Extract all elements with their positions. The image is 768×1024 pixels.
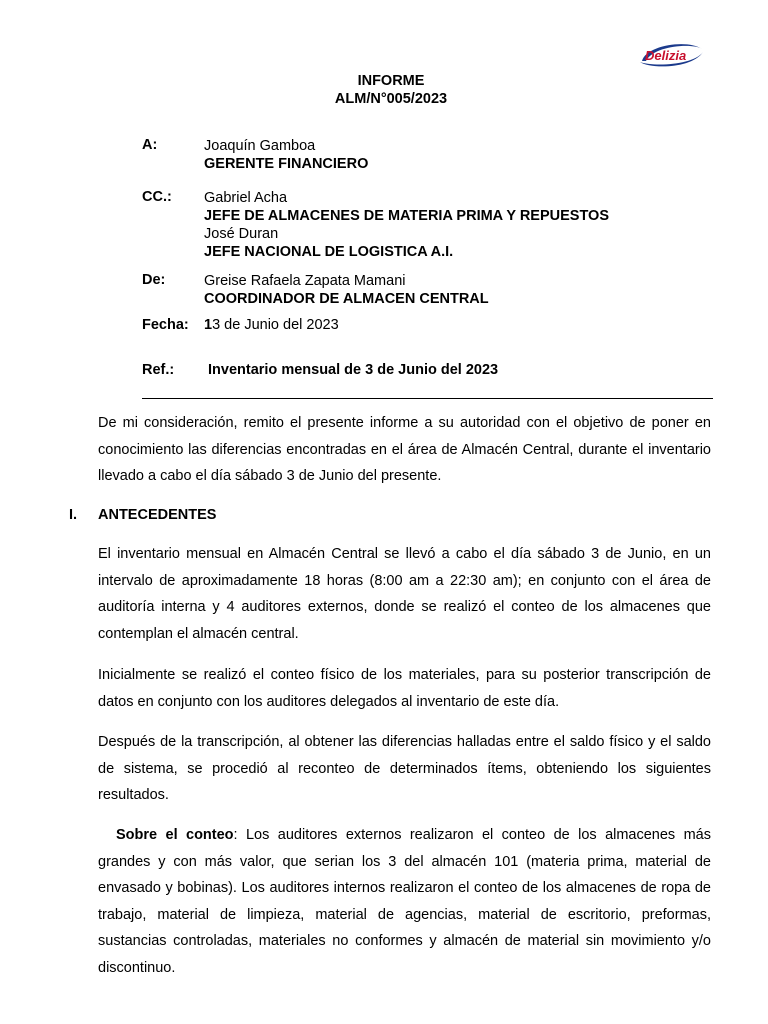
intro-paragraph: De mi consideración, remito el presente informe a su autoridad con el objetivo de poner en conocimiento las diferencias encontradas en el área de Almacén Central, durante el inventario llevado a cabo el día sábado 3 de Junio del presente. [98, 415, 711, 484]
cc-label: CC.: [142, 189, 172, 205]
divider-line [142, 398, 713, 399]
ref-text: Inventario mensual de 3 de Junio del 2023 [208, 362, 499, 378]
from-title: COORDINADOR DE ALMACEN CENTRAL [204, 291, 489, 307]
paragraph-1: El inventario mensual en Almacén Central se llevó a cabo el día sábado 3 de Junio, en un intervalo de aproximadamente 18 horas (8:00 am a 22:30 am); en conjunto con el área de auditoría interna y 4 auditores externos, donde se realizó el conteo de los almacenes que contemplan el almacén central. [98, 546, 711, 642]
to-title: GERENTE FINANCIERO [204, 156, 369, 172]
to-name: Joaquín Gamboa [204, 138, 316, 154]
cc-title-2: JEFE NACIONAL DE LOGISTICA A.I. [204, 244, 454, 260]
svg-text:Delizia: Delizia [645, 48, 687, 63]
date-value: 3 de Junio del 2023 [212, 317, 339, 333]
cc-name-1: Gabriel Acha [204, 190, 288, 206]
section-number: I. [69, 507, 78, 523]
report-number: ALM/N°005/2023 [334, 91, 448, 107]
cc-title-1: JEFE DE ALMACENES DE MATERIA PRIMA Y REPUESTOS [204, 208, 609, 224]
delizia-logo [636, 40, 706, 70]
from-label: De: [142, 272, 166, 288]
paragraph-4-body: : Los auditores externos realizaron el conteo de los almacenes más grandes y con más valor, que serian los 3 del almacén 101 (materia prima, material de envasado y bobinas). Los auditores internos realizaron el conteo de los almacenes de ropa de trabajo, material de limpieza, material de agencias, material de escritorio, preformas, sustancias controladas, materiales no conformes y almacén de material sin movimiento y/o discontinuo. [98, 827, 711, 976]
paragraph-2: Inicialmente se realizó el conteo físico de los materiales, para su posterior transcripción de datos en conjunto con los auditores delegados al inventario de este día. [98, 667, 711, 710]
date-day-bold: 1 [204, 317, 213, 333]
cc-name-2: José Duran [204, 226, 279, 242]
date-label: Fecha: [142, 317, 189, 333]
paragraph-3: Después de la transcripción, al obtener las diferencias halladas entre el saldo físico y el saldo de sistema, se procedió al reconteo de determinados ítems, obteniendo los siguientes resultados. [98, 734, 711, 803]
paragraph-4-lead: Sobre el conteo [116, 827, 234, 843]
to-label: A: [142, 137, 158, 153]
from-name: Greise Rafaela Zapata Mamani [204, 273, 406, 289]
report-title: INFORME [357, 73, 425, 89]
ref-label: Ref.: [142, 362, 175, 378]
paragraph-4 [98, 822, 711, 981]
section-title: ANTECEDENTES [98, 507, 217, 523]
